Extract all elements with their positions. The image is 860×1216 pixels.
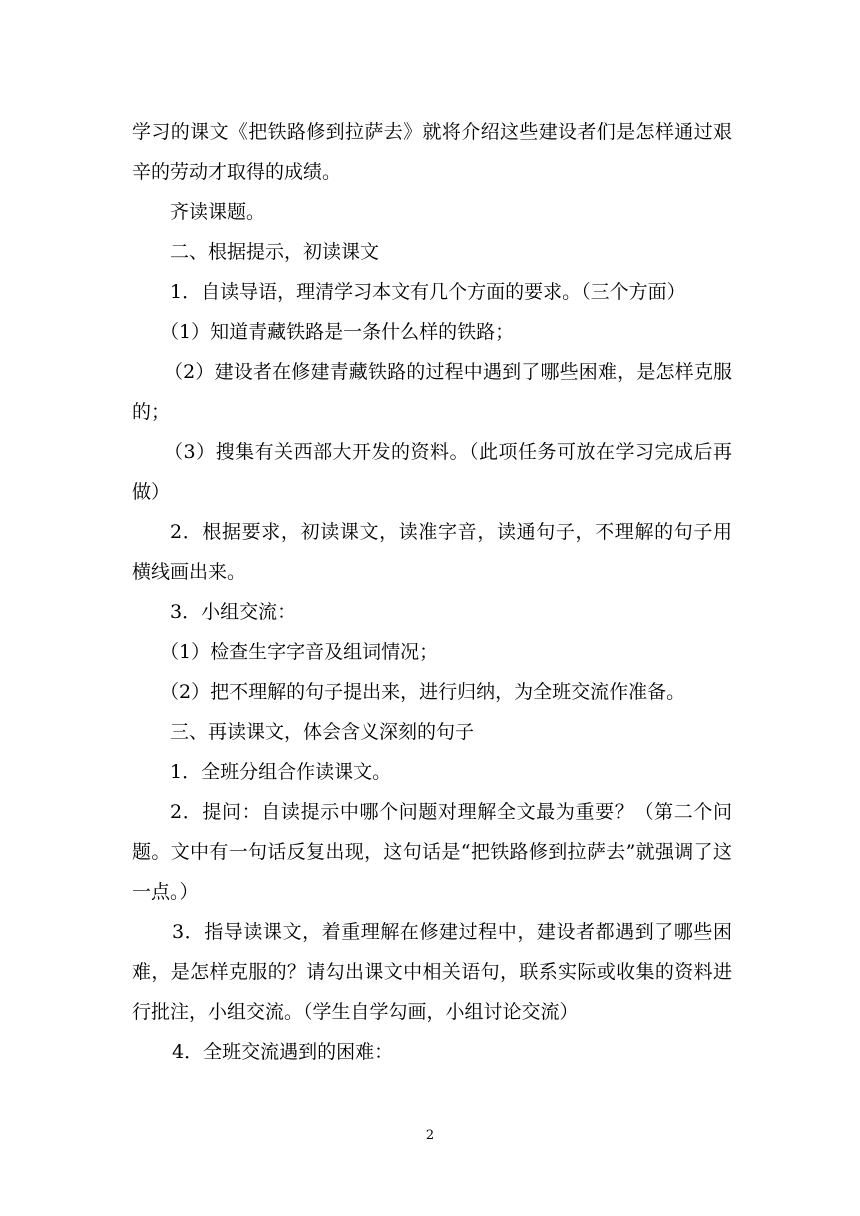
list-item: 2．提问：自读提示中哪个问题对理解全文最为重要？（第二个问题。文中有一句话反复出现，这句话是“把铁路修到拉萨去”就强调了这一点。） xyxy=(132,801,732,903)
list-item: （2）建设者在修建青藏铁路的过程中遇到了哪些困难，是怎样克服的； xyxy=(132,361,732,423)
document-body xyxy=(132,112,732,1072)
list-item: （1）知道青藏铁路是一条什么样的铁路； xyxy=(160,321,515,343)
section-heading: 二、根据提示，初读课文 xyxy=(170,241,380,263)
section-heading: 三、再读课文，体会含义深刻的句子 xyxy=(170,721,475,743)
list-item: （1）检查生字字音及组词情况； xyxy=(160,641,439,663)
list-item: 1．全班分组合作读课文。 xyxy=(170,761,392,783)
list-item: 2．根据要求，初读课文，读准字音，读通句子，不理解的句子用横线画出来。 xyxy=(132,521,732,583)
paragraph: 齐读课题。 xyxy=(170,201,266,223)
list-item: （3）搜集有关西部大开发的资料。（此项任务可放在学习完成后再做） xyxy=(132,441,732,503)
list-item: 4．全班交流遇到的困难： xyxy=(172,1041,394,1063)
paragraph: 学习的课文《把铁路修到拉萨去》就将介绍这些建设者们是怎样通过艰辛的劳动才取得的成绩。 xyxy=(132,121,732,183)
list-item: （2）把不理解的句子提出来，进行归纳，为全班交流作准备。 xyxy=(160,681,686,703)
list-item: 3．指导读课文，着重理解在修建过程中，建设者都遇到了哪些困难，是怎样克服的？请勾出课文中相关语句，联系实际或收集的资料进行批注，小组交流。（学生自学勾画，小组讨论交流） xyxy=(132,921,732,1023)
list-item: 3．小组交流： xyxy=(170,601,297,623)
page-number: 2 xyxy=(425,1128,435,1143)
list-item: 1．自读导语，理清学习本文有几个方面的要求。（三个方面） xyxy=(170,281,686,303)
